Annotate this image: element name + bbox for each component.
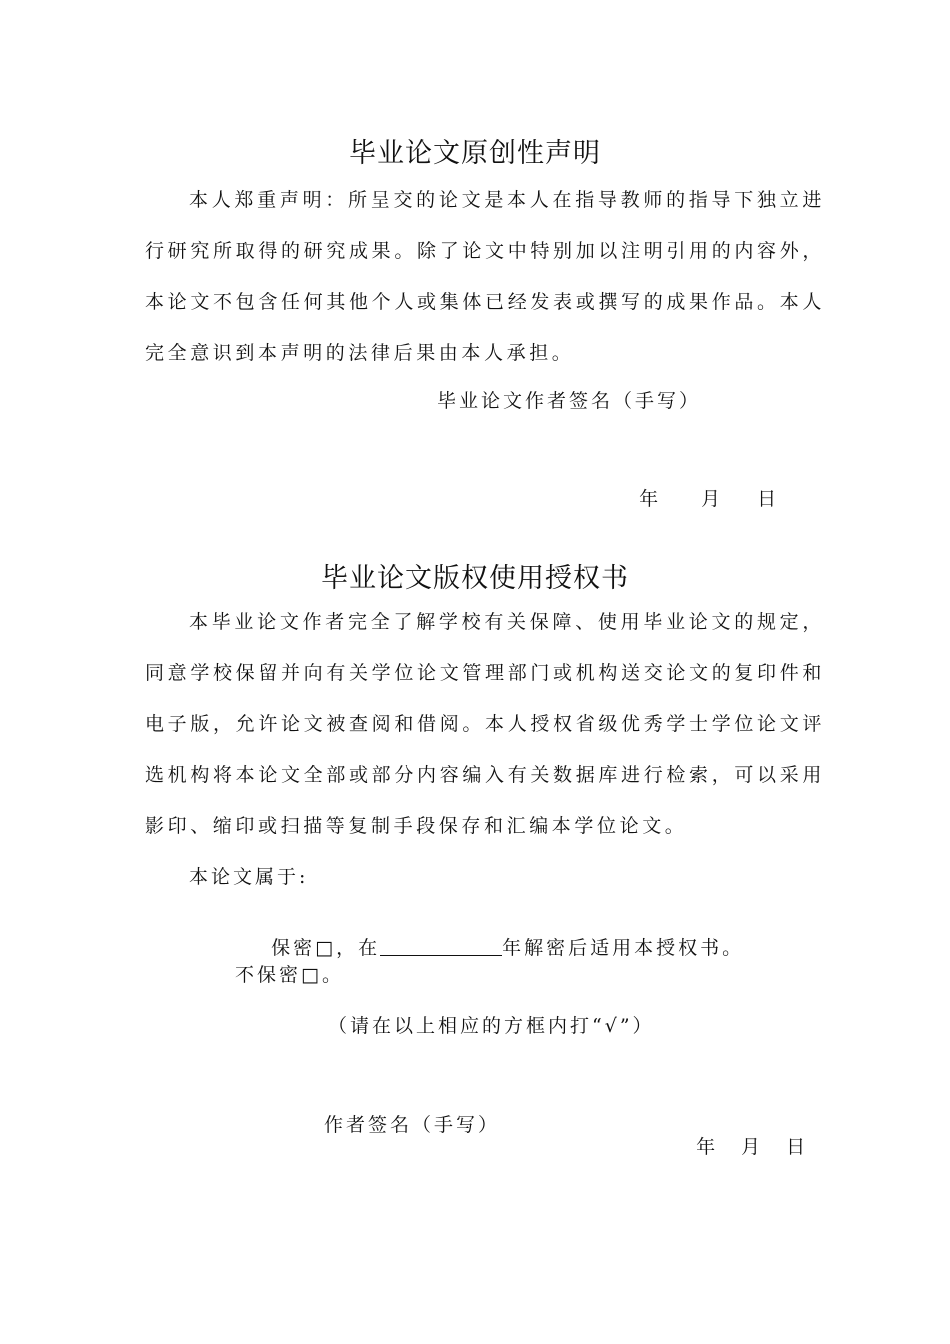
authorization-title: 毕业论文版权使用授权书 <box>321 563 629 594</box>
authorization-date-year: 年 <box>696 1136 719 1158</box>
originality-date-year: 年 <box>639 488 662 510</box>
authorization-date <box>660 1110 808 1181</box>
authorization-date-day: 日 <box>786 1136 809 1158</box>
authorization-body: 本毕业论文作者完全了解学校有关保障、使用毕业论文的规定，同意学校保留并向有关学位论文管理部门或机构送交论文的复印件和电子版，允许论文被查阅和借阅。本人授权省级优秀学士学位论文评选机构将本论文全部或部分内容编入有关数据库进行检索，可以采用影印、缩印或扫描等复制手段保存和汇编本学位论文。 <box>145 611 825 837</box>
author-signature-label: 作者签名（手写） <box>324 1114 501 1136</box>
confidential-prefix: 保密□，在 <box>271 937 381 959</box>
decrypt-year-blank[interactable] <box>380 935 502 956</box>
originality-date-month: 月 <box>701 488 724 510</box>
checkbox-instruction: （请在以上相应的方框内打“√”） <box>328 1015 655 1037</box>
not-confidential-option: 不保密□。 <box>235 964 344 986</box>
originality-date-day: 日 <box>757 488 780 510</box>
belongs-label: 本论文属于: <box>189 866 309 888</box>
originality-date <box>603 462 779 533</box>
originality-title: 毕业论文原创性声明 <box>349 138 601 169</box>
originality-signature-label: 毕业论文作者签名（手写） <box>437 390 702 412</box>
authorization-date-month: 月 <box>741 1136 764 1158</box>
originality-body: 本人郑重声明：所呈交的论文是本人在指导教师的指导下独立进行研究所取得的研究成果。除了论文中特别加以注明引用的内容外，本论文不包含任何其他个人或集体已经发表或撰写的成果作品。本人完全意识到本声明的法律后果由本人承担。 <box>145 189 825 364</box>
confidential-suffix: 年解密后适用本授权书。 <box>502 937 745 959</box>
